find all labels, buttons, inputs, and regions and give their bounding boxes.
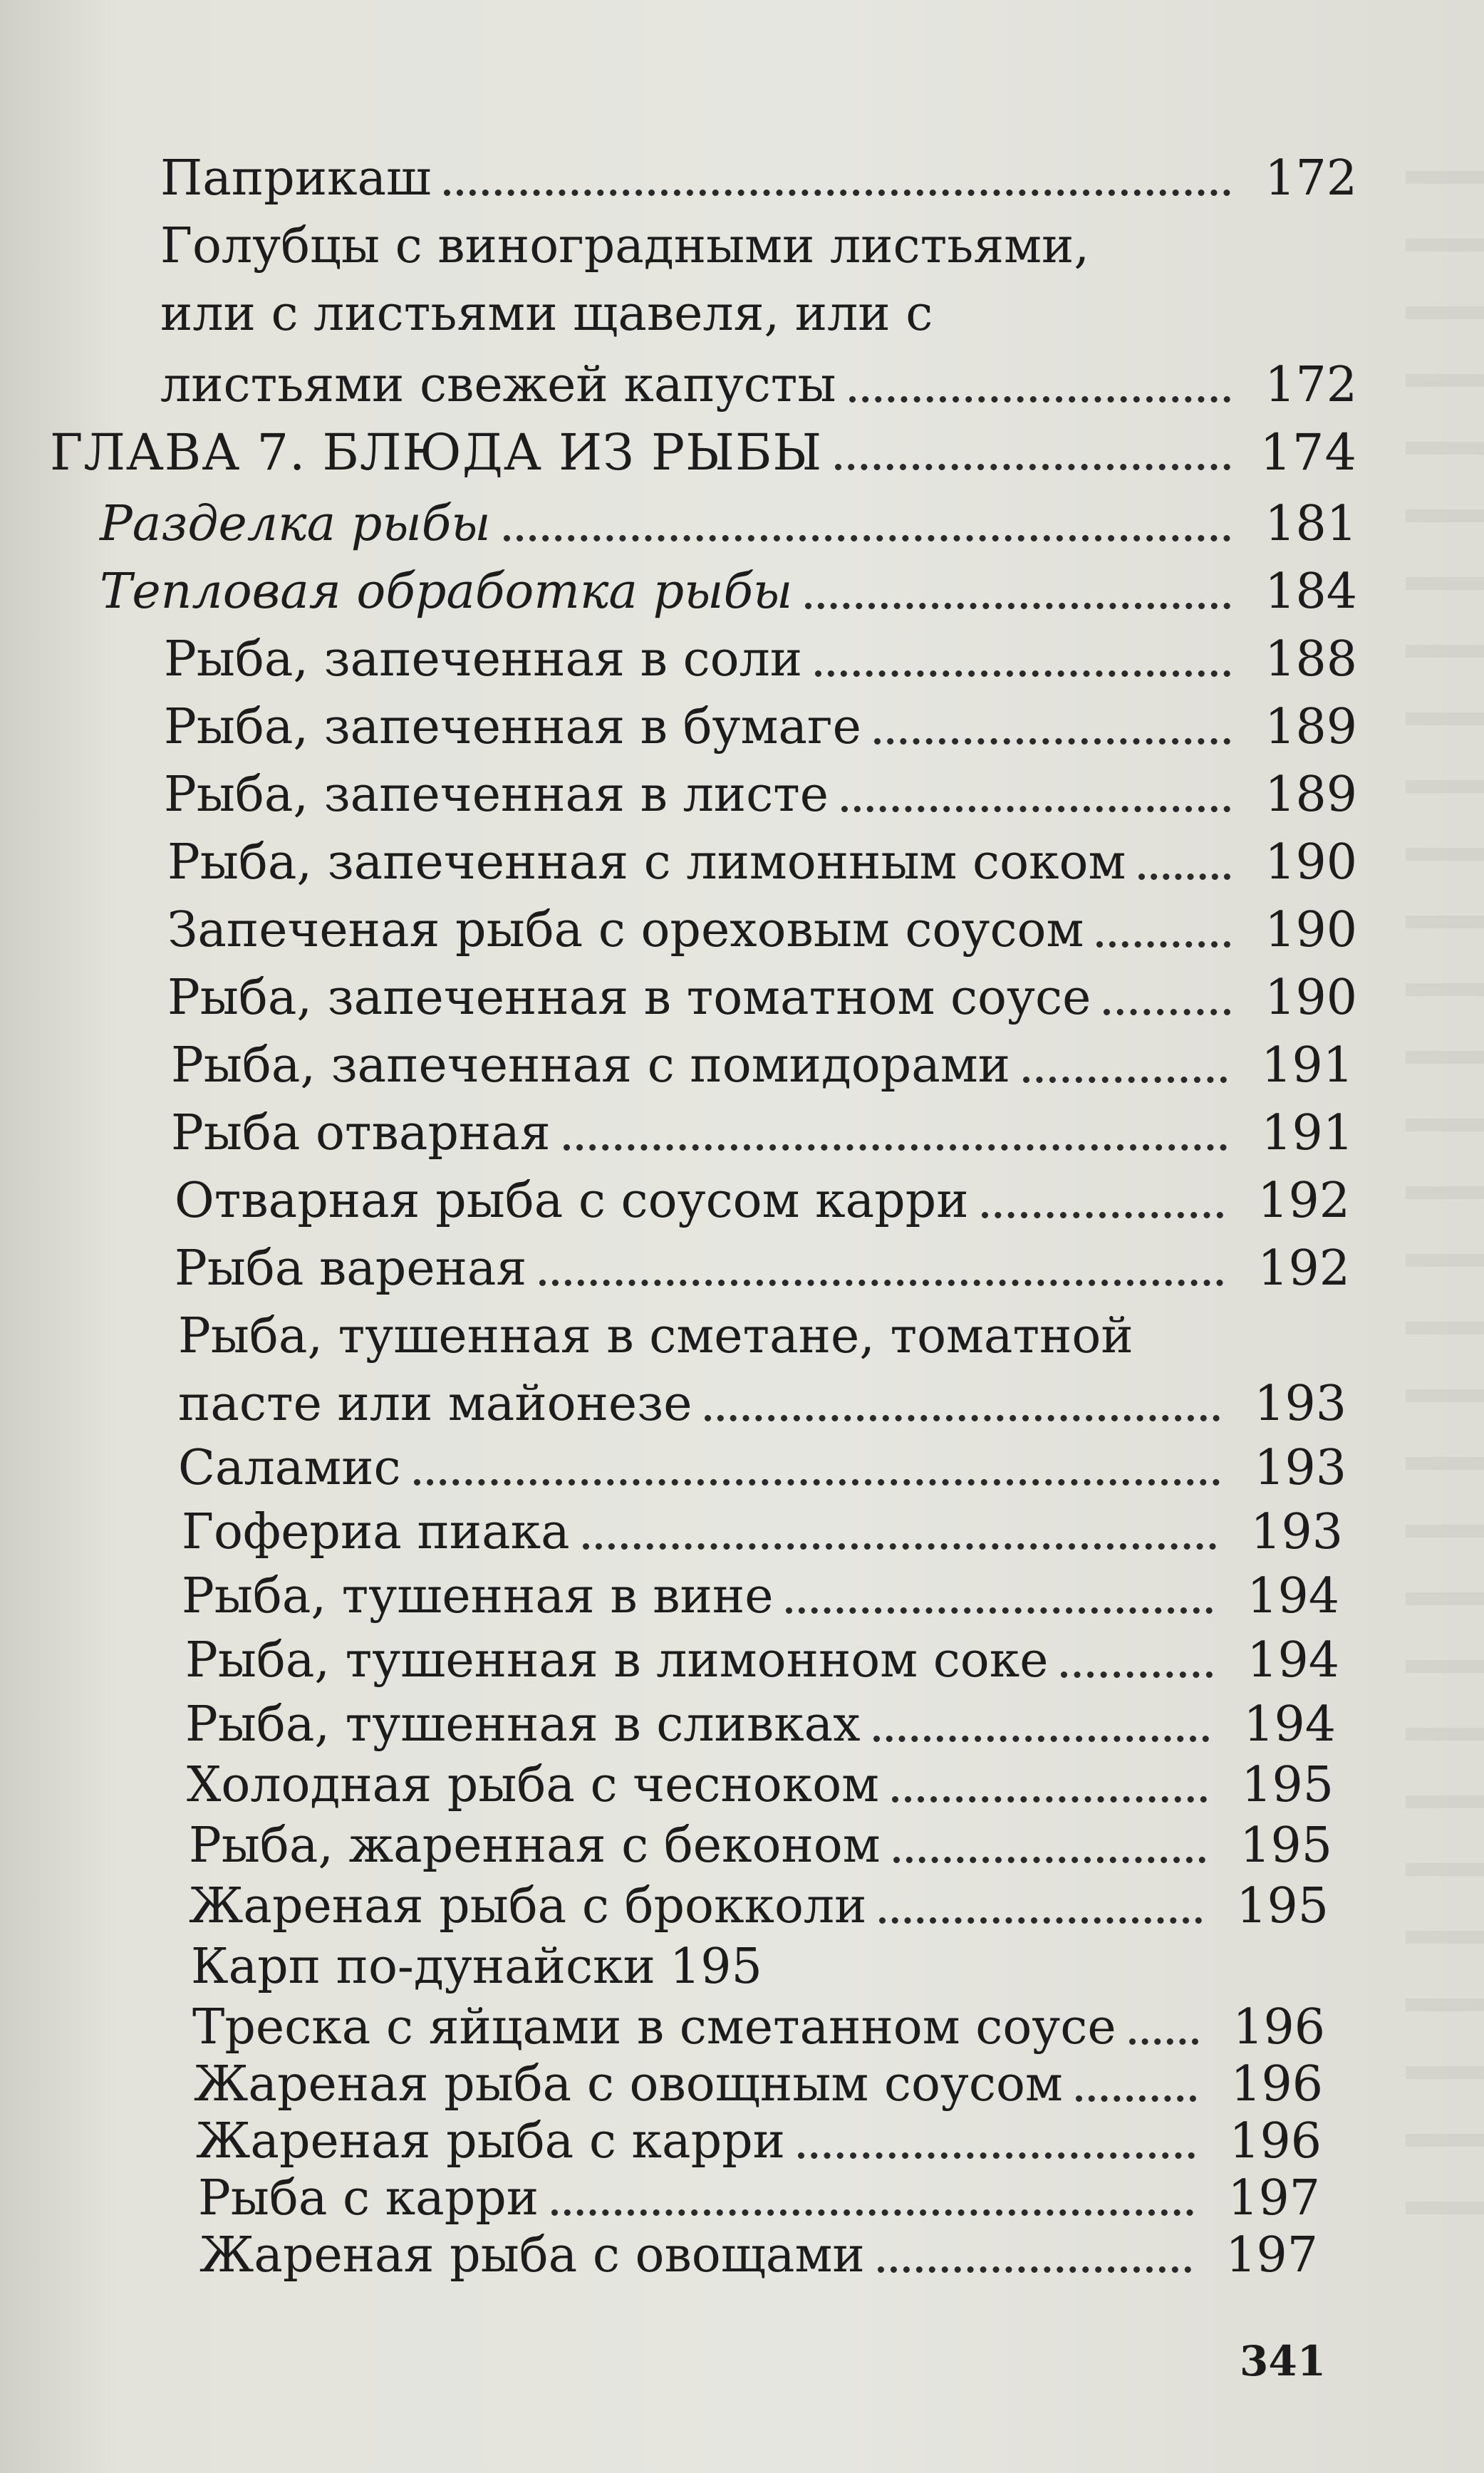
toc-entry: [167, 891, 1357, 958]
toc-entry-title: Холодная рыба с чесноком: [187, 1757, 880, 1813]
dot-leader: [893, 1857, 1205, 1863]
dot-leader: [1061, 1671, 1213, 1678]
toc-entry: [192, 1988, 1325, 2055]
dot-leader: [1129, 2038, 1198, 2045]
toc-entry-title: Жареная рыба с карри: [196, 2113, 785, 2169]
toc-entry-page: 184: [1265, 564, 1357, 620]
toc-entry: [199, 2216, 1318, 2283]
dot-leader: [892, 1796, 1207, 1803]
toc-entry-page: 189: [1265, 767, 1357, 823]
dot-leader: [982, 1212, 1223, 1218]
toc-entry-title: Рыба, жаренная с беконом: [189, 1818, 881, 1874]
toc-entry-title: Рыба, запеченная с помидорами: [171, 1037, 1010, 1094]
toc-entry-title: Жареная рыба с овощами: [199, 2227, 865, 2283]
toc-entry-title: Саламис: [178, 1440, 401, 1496]
dot-leader: [815, 670, 1230, 677]
toc-entry: [182, 1557, 1339, 1624]
toc-entry: [189, 1806, 1332, 1874]
toc-entry: [178, 1364, 1347, 1432]
toc-entry-title: Рыба, запеченная с лимонным соком: [167, 834, 1126, 891]
dot-leader: [835, 464, 1230, 470]
toc-entry-title: Запеченая рыба с ореховым соусом: [167, 902, 1084, 958]
dot-leader: [798, 2152, 1195, 2159]
toc-entry-page: 181: [1265, 496, 1357, 552]
toc-entry-page: 188: [1265, 631, 1357, 688]
toc-entry-page: 195: [670, 1939, 762, 1995]
toc-entry: [164, 688, 1357, 755]
toc-entry-page: 194: [1247, 1568, 1339, 1624]
toc-entry-title: пасте или майонезе: [178, 1376, 692, 1432]
toc-entry-title: Рыба, тушенная в вине: [182, 1568, 774, 1624]
toc-entry: [185, 1685, 1336, 1753]
toc-entry: [196, 2102, 1322, 2169]
toc-entry-title: Треска с яйцами в сметанном соусе: [192, 1999, 1116, 2055]
toc-entry-page: 191: [1261, 1037, 1354, 1094]
toc-entry-title: Рыба, тушенная в сливках: [185, 1696, 861, 1753]
toc-entry-page: 194: [1247, 1632, 1339, 1689]
dot-leader: [878, 2266, 1191, 2273]
dot-leader: [805, 603, 1230, 609]
toc-entry-page: 193: [1254, 1440, 1347, 1496]
section-heading: [100, 484, 1357, 552]
toc-entry-title: Рыба, запеченная в листе: [164, 767, 829, 823]
toc-entry-page: 190: [1265, 834, 1357, 891]
dot-leader: [874, 738, 1230, 745]
toc-entry-title: Отварная рыба с соусом карри: [175, 1173, 969, 1229]
toc-entry-page: 197: [1225, 2227, 1318, 2283]
toc-entry-title: Рыба, запеченная в томатном соусе: [167, 970, 1091, 1026]
dot-leader: [1023, 1077, 1227, 1083]
toc-entry-page: 195: [1241, 1757, 1334, 1813]
toc-entry-page: 190: [1265, 970, 1357, 1026]
toc-entry: [160, 274, 1357, 342]
toc-entry: [198, 2159, 1320, 2226]
dot-leader: [551, 2209, 1193, 2216]
dot-leader: [583, 1543, 1216, 1550]
dot-leader: [705, 1415, 1220, 1421]
toc-entry-page: 197: [1228, 2170, 1320, 2226]
toc-entry: [164, 755, 1357, 823]
chapter-heading: [50, 413, 1357, 482]
toc-entry: [185, 1621, 1339, 1689]
toc-entry-title: Рыба с карри: [198, 2170, 539, 2226]
dot-leader: [849, 396, 1230, 403]
toc-entry-page: 193: [1250, 1504, 1343, 1560]
toc-entry-page: 196: [1230, 2056, 1323, 2112]
toc-entry: [189, 1867, 1329, 1934]
toc-entry-page: 193: [1254, 1376, 1347, 1432]
toc-entry-page: 174: [1260, 423, 1357, 482]
toc-entry: [171, 1026, 1354, 1094]
dot-leader: [444, 190, 1230, 196]
toc-entry-page: 191: [1261, 1105, 1354, 1161]
toc-entry-page: 190: [1265, 902, 1357, 958]
toc-entry: [167, 958, 1357, 1026]
toc-entry-page: 195: [1240, 1818, 1332, 1874]
toc-entry-title: Паприкаш: [160, 150, 432, 207]
toc-entry: [175, 1161, 1350, 1229]
toc-entry-title: ГЛАВА 7. БЛЮДА ИЗ РЫБЫ: [50, 423, 823, 482]
toc-entry-title: Карп по-дунайски: [191, 1939, 655, 1995]
toc-entry-page: 192: [1257, 1173, 1350, 1229]
toc-entry: [175, 1229, 1350, 1297]
toc-entry-title: Рыба, тушенная в сметане, томатной: [178, 1308, 1133, 1364]
toc-entry-page: 195: [1236, 1878, 1329, 1934]
toc-entry-title: Жареная рыба с брокколи: [189, 1878, 867, 1934]
dot-leader: [879, 1917, 1202, 1924]
toc-entry-title: Рыба отварная: [171, 1105, 551, 1161]
toc-entry-title: Гофериа пиака: [182, 1504, 570, 1560]
toc-entry-title: Рыба, запеченная в соли: [164, 631, 803, 688]
toc-entry-title: или с листьями щавеля, или с: [160, 286, 933, 342]
toc-entry: [191, 1927, 1327, 1995]
dot-leader: [539, 1280, 1223, 1286]
toc-entry: [187, 1746, 1334, 1813]
bleed-through-text: [1406, 128, 1484, 2266]
dot-leader: [564, 1144, 1227, 1151]
toc-entry-title: Рыба, тушенная в лимонном соке: [185, 1632, 1049, 1689]
toc-entry-title: листьями свежей капусты: [160, 357, 836, 413]
dot-leader: [504, 535, 1230, 541]
dot-leader: [873, 1736, 1209, 1742]
toc-entry-page: 194: [1243, 1696, 1336, 1753]
toc-entry: [171, 1094, 1354, 1161]
toc-entry-title: Рыба, запеченная в бумаге: [164, 699, 861, 755]
toc-entry: [160, 139, 1357, 207]
toc-entry: [194, 2045, 1323, 2112]
toc-entry-page: 189: [1265, 699, 1357, 755]
toc-entry: [160, 207, 1357, 274]
dot-leader: [841, 806, 1230, 812]
dot-leader: [786, 1607, 1213, 1614]
toc-entry-title: Голубцы с виноградными листьями,: [160, 218, 1089, 274]
toc-entry-page: 192: [1257, 1240, 1350, 1297]
toc-entry: [178, 1297, 1347, 1364]
dot-leader: [1104, 1009, 1230, 1015]
toc-entry-title: Жареная рыба с овощным соусом: [194, 2056, 1063, 2112]
toc-entry-title: Рыба вареная: [175, 1240, 527, 1297]
dot-leader: [1138, 873, 1230, 880]
dot-leader: [1096, 941, 1230, 948]
dot-leader: [414, 1479, 1220, 1486]
toc-entry: [178, 1429, 1347, 1496]
toc-entry-page: 172: [1265, 150, 1357, 207]
toc-entry-title: Разделка рыбы: [100, 496, 491, 552]
toc-entry: [160, 346, 1357, 413]
page-number: 341: [1240, 2337, 1327, 2385]
toc-entry-page: 172: [1265, 357, 1357, 413]
toc-entry-title: Тепловая обработка рыбы: [100, 564, 793, 620]
dot-leader: [1076, 2095, 1196, 2102]
toc-entry: [167, 823, 1357, 891]
section-heading: [100, 552, 1357, 620]
toc-entry-page: 196: [1229, 2113, 1322, 2169]
toc-entry: [164, 620, 1357, 688]
toc-entry-page: 196: [1233, 1999, 1325, 2055]
toc-entry: [182, 1493, 1343, 1560]
